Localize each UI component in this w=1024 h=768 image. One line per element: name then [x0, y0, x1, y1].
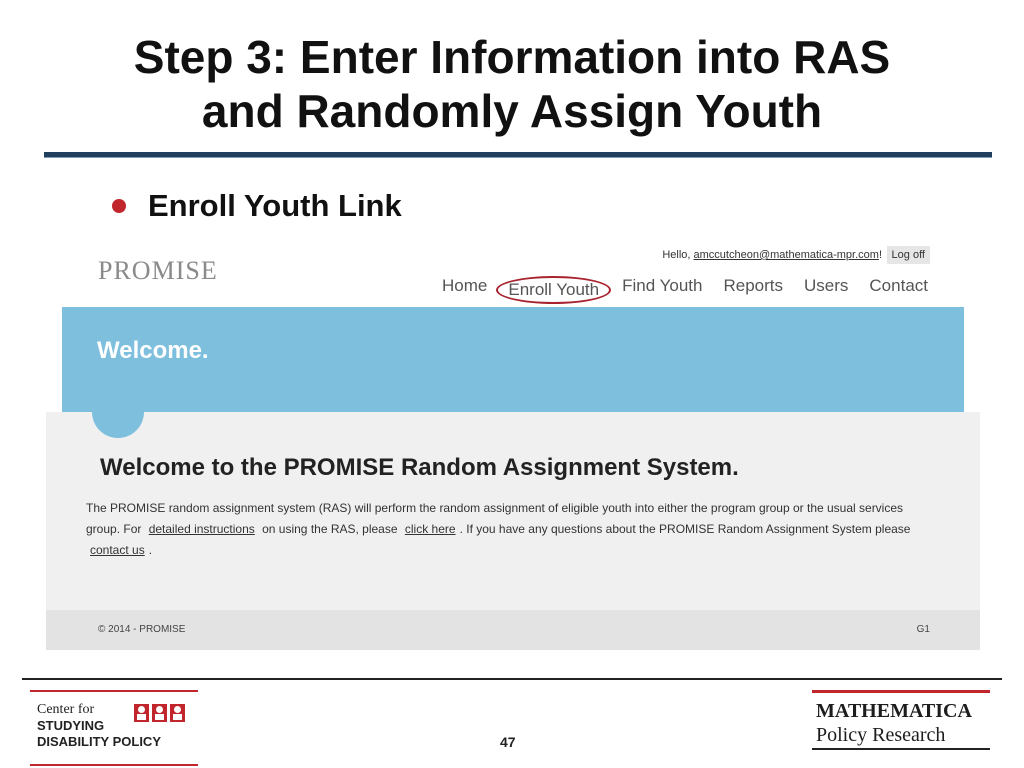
- logoff-button[interactable]: Log off: [887, 246, 930, 264]
- person-icon: [134, 704, 149, 722]
- bullet-dot-icon: [112, 199, 126, 213]
- footer-divider: [22, 678, 1002, 680]
- welcome-banner: [62, 307, 964, 412]
- csdp-line3: DISABILITY POLICY: [37, 734, 161, 749]
- slide-title-line1: Step 3: Enter Information into RAS: [133, 31, 891, 83]
- nav-users[interactable]: Users: [804, 276, 849, 295]
- bullet-item: [112, 186, 402, 226]
- contact-us-link[interactable]: contact us: [90, 543, 145, 557]
- mpr-accent-bar: [812, 690, 990, 693]
- click-here-link[interactable]: click here: [404, 522, 456, 536]
- greeting-suffix: !: [878, 249, 882, 261]
- csdp-line2: STUDYING: [37, 718, 105, 733]
- body-text-4: .: [148, 543, 153, 557]
- content-body: [86, 498, 926, 561]
- mpr-line1: MATHEMATICA: [816, 700, 972, 722]
- title-divider: [44, 152, 992, 158]
- mpr-line2: Policy Research: [816, 724, 946, 746]
- csdp-people-icons: [134, 704, 185, 722]
- body-text-3: . If you have any questions about the PROMISE Random Assignment System please: [459, 522, 911, 536]
- slide-title-line2: and Randomly Assign Youth: [201, 85, 823, 137]
- nav-home[interactable]: Home: [442, 276, 488, 295]
- person-icon: [170, 704, 185, 722]
- csdp-line1: Center for: [37, 702, 95, 717]
- nav-reports[interactable]: Reports: [723, 276, 783, 295]
- mathematica-logo: [812, 690, 990, 748]
- nav-enroll-youth[interactable]: Enroll Youth: [496, 276, 611, 304]
- app-brand-logo[interactable]: PROMISE: [98, 256, 218, 285]
- banner-notch: [92, 402, 144, 438]
- user-greeting: [662, 249, 882, 261]
- bullet-text: Enroll Youth Link: [148, 188, 402, 223]
- nav-find-youth[interactable]: Find Youth: [622, 276, 703, 295]
- app-footer: [46, 610, 980, 650]
- mpr-underline: [812, 748, 990, 750]
- nav-contact[interactable]: Contact: [869, 276, 928, 295]
- banner-text: Welcome.: [97, 337, 209, 364]
- main-nav: [421, 276, 928, 304]
- detailed-instructions-link[interactable]: detailed instructions: [148, 522, 255, 536]
- slide-title: [0, 30, 1024, 138]
- user-email-link[interactable]: amccutcheon@mathematica-mpr.com: [693, 249, 879, 261]
- body-text-2: on using the RAS, please: [262, 522, 398, 536]
- main-content: [46, 412, 980, 610]
- csdp-logo: [30, 690, 198, 766]
- content-heading: Welcome to the PROMISE Random Assignment System.: [100, 454, 739, 481]
- body-text-1: The PROMISE random assignment system (RAS) will perform the random assignment of eligible youth into either the program group or the usual services group. For: [86, 501, 904, 536]
- page-number: 47: [500, 734, 516, 750]
- version-label: G1: [916, 624, 930, 635]
- person-icon: [152, 704, 167, 722]
- app-screenshot: [46, 238, 980, 650]
- greeting-prefix: Hello,: [662, 249, 691, 261]
- copyright-text: © 2014 - PROMISE: [98, 624, 186, 635]
